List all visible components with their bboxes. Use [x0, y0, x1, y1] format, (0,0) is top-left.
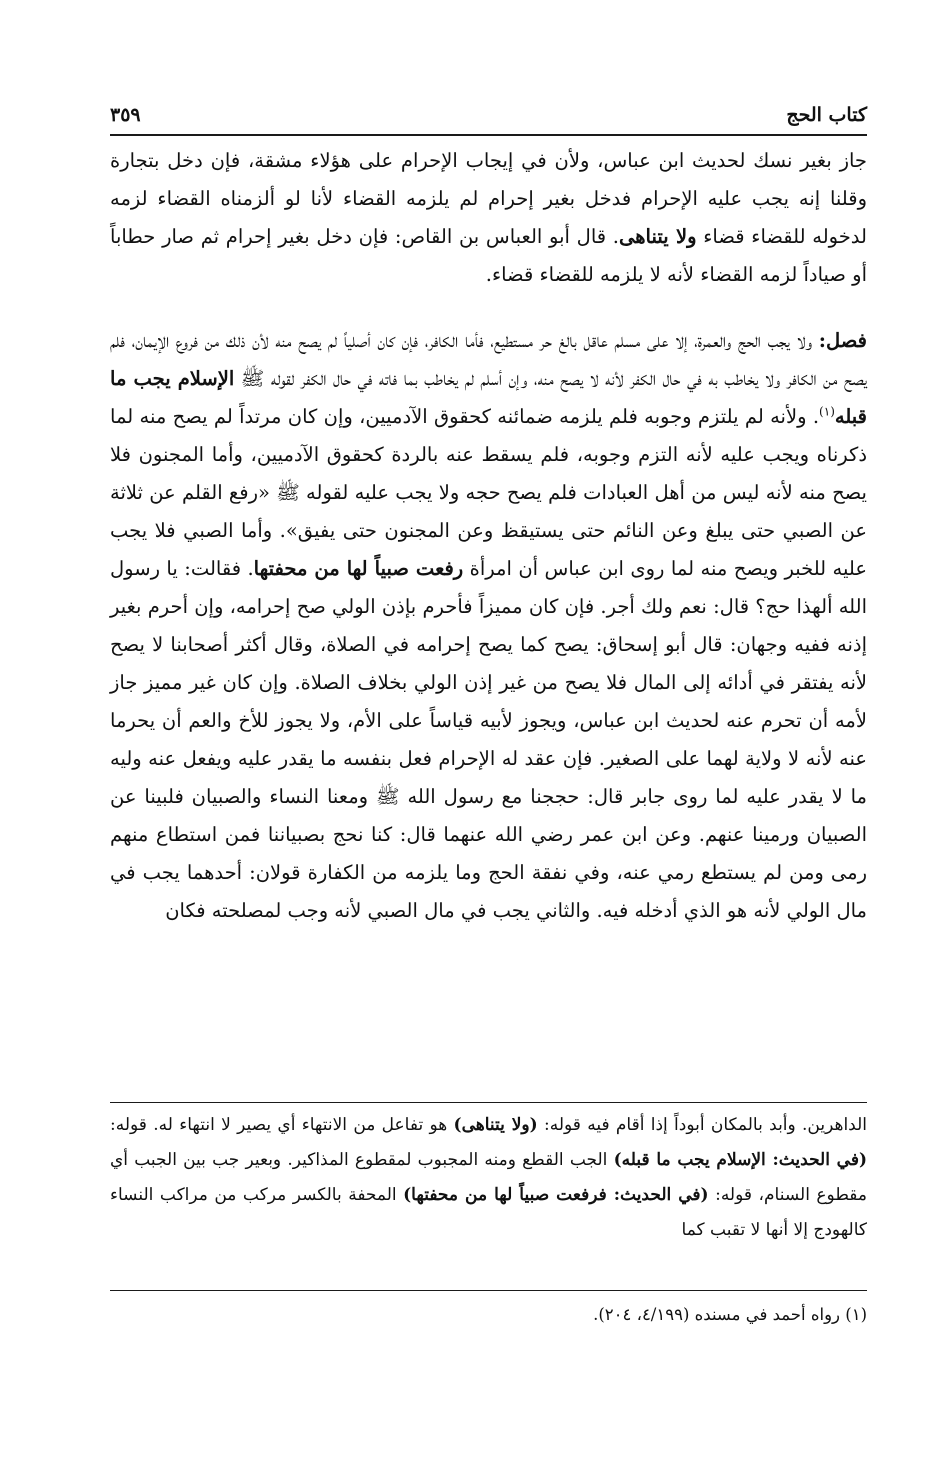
bold-phrase: ولا يتناهى: [619, 225, 697, 248]
footnote-divider: [110, 1290, 867, 1291]
main-text: [110, 142, 867, 930]
book-title: كتاب الحج: [786, 104, 867, 126]
bold-phrase: (ولا يتناهى): [453, 1115, 538, 1135]
page-number: ٣٥٩: [110, 104, 141, 126]
running-header: [110, 92, 867, 126]
bold-phrase: رفعت صبياً لها من محفتها: [253, 557, 464, 580]
paragraph-1: جاز بغير نسك لحديث ابن عباس، ولأن في إيجاب الإحرام على هؤلاء مشقة، فإن دخل بتجارة وقلنا إنه يجب عليه الإحرام فدخل بغير إحرام لم يلزمه القضاء لأنا لو ألزمناه القضاء لزمه لدخوله للقضاء قضاء ولا يتناهى. قال أبو العباس بن القاص: فإن دخل بغير إحرام ثم صار حطاباً أو صياداً لزمه القضاء لأنه لا يلزمه للقضاء قضاء.: [110, 149, 867, 286]
paragraph-2: فصل: ولا يجب الحج والعمرة، إلا على مسلم عاقل بالغ حر مستطيع، فأما الكافر، فإن كان أصلياً لم يصح منه لأن ذلك من فروع الإيمان، فلم يصح من الكافر ولا يخاطب به في حال الكفر لأنه لا يصح منه، وإن أسلم لم يخاطب بما فاته في حال الكفر لقوله ﷺ الإسلام يجب ما قبله$^{(١)}$. ولأنه لم يلتزم وجوبه فلم يلزمه ضمائنه كحقوق الآدميين، وإن كان مرتداً لم يصح منه لما ذكرناه ويجب عليه لأنه التزم وجوبه، فلم يسقط عنه بالردة كحقوق الآدميين، وأما المجنون فلا يصح منه لأنه ليس من أهل العبادات فلم يصح حجه ولا يجب عليه لقوله ﷺ «رفع القلم عن ثلاثة عن الصبي حتى يبلغ وعن النائم حتى يستيقظ وعن المجنون حتى يفيق». وأما الصبي فلا يجب عليه للخبر ويصح منه لما روى ابن عباس أن امرأة رفعت صبياً لها من محفتها. فقالت: يا رسول الله ألهذا حج؟ قال: نعم ولك أجر. فإن كان مميزاً فأحرم بإذن الولي صح إحرامه، وإن أحرم بغير إذنه ففيه وجهان: قال أبو إسحاق: يصح كما يصح إحرامه في الصلاة، وقال أكثر أصحابنا لا يصح لأنه يفتقر في أدائه إلى المال فلا يصح من غير إذن الولي بخلاف الصلاة. وإن كان غير مميز جاز لأمه أن تحرم عنه لحديث ابن عباس، ويجوز لأبيه قياساً على الأم، ولا يجوز للأخ والعم أن يحرما عنه لأنه لا ولاية لهما على الصغير. فإن عقد له الإحرام فعل بنفسه ما يقدر عليه ويفعل عنه وليه ما لا يقدر عليه لما روى جابر قال: حججنا مع رسول الله ﷺ ومعنا النساء والصبيان فلبينا عن الصبيان ورمينا عنهم. وعن ابن عمر رضي الله عنهما قال: كنا نحج بصبياننا فمن استطاع منهم رمى ومن لم يستطع رمي عنه، وفي نفقة الحج وما يلزمه من الكفارة قولان: أحدهما يجب في مال الولي لأنه هو الذي أدخله فيه. والثاني يجب في مال الصبي لأنه وجب لمصلحته فكان: [110, 329, 867, 922]
footnote: (١) رواه أحمد في مسنده (٤/١٩٩، ٢٠٤).: [593, 1305, 867, 1324]
footnote-ref: (١): [819, 404, 835, 419]
bold-phrase: الإسلام يجب ما قبله: [110, 367, 867, 428]
bold-phrase: (في الحديث: فرفعت صبياً لها من محفتها): [403, 1185, 709, 1205]
header-divider: [110, 134, 867, 136]
section-label: فصل:: [818, 329, 867, 352]
notes-divider: [110, 1102, 867, 1103]
commentary-notes: الداهرين. وأبد بالمكان أبوداً إذا أقام فيه قوله: (ولا يتناهى) هو تفاعل من الانتهاء أي يصير لا انتهاء له. قوله: (في الحديث: الإسلام يجب ما قبله) الجب القطع ومنه المجبوب لمقطوع المذاكير. وبعير جب بين الجبب أي مقطوع السنام، قوله: (في الحديث: فرفعت صبياً لها من محفتها) المحفة بالكسر مركب من مراكب النساء كالهودج إلا أنها لا تقبب كما: [110, 1115, 867, 1240]
bold-phrase: (في الحديث: الإسلام يجب ما قبله): [613, 1150, 867, 1170]
